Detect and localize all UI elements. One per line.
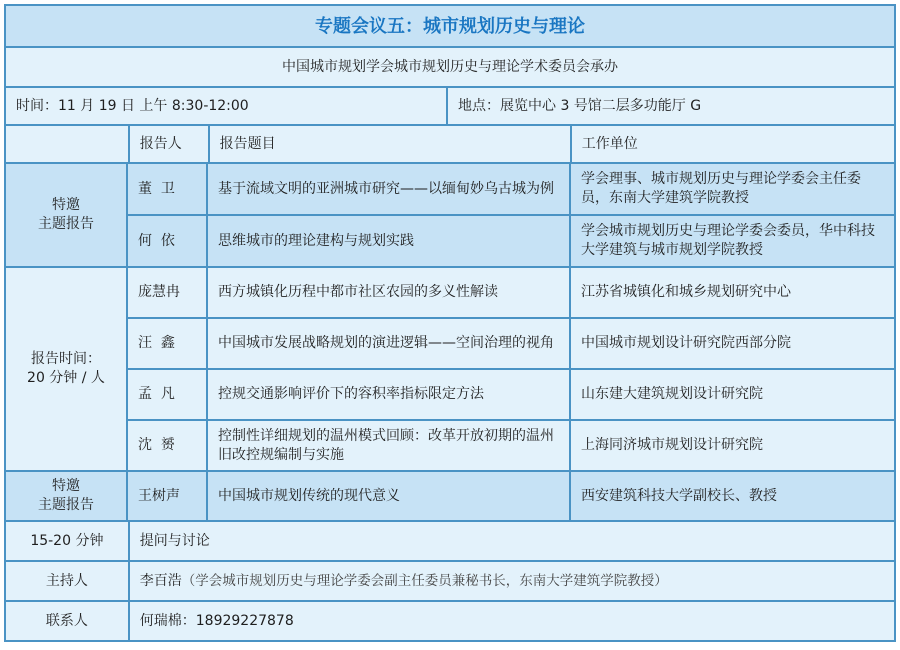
speaker-name: 孟 凡 <box>128 370 208 421</box>
report-topic: 基于流域文明的亚洲城市研究——以缅甸妙乌古城为例 <box>208 164 571 216</box>
header-topic: 报告题目 <box>210 126 572 164</box>
speaker-affiliation: 西安建筑科技大学副校长、教授 <box>571 472 896 522</box>
table-row <box>128 164 896 216</box>
table-row <box>128 421 896 472</box>
report-topic: 思维城市的理论建构与规划实践 <box>208 216 571 268</box>
table-row <box>128 216 896 268</box>
discussion-text: 提问与讨论 <box>130 522 896 562</box>
report-topic: 中国城市规划传统的现代意义 <box>208 472 571 522</box>
contact-label: 联系人 <box>6 602 130 642</box>
organizer-line: 中国城市规划学会城市规划历史与理论学术委员会承办 <box>6 48 896 88</box>
contact-value: 何瑞棉：18929227878 <box>130 602 896 642</box>
agenda-table <box>4 4 896 642</box>
time-cell: 时间：11 月 19 日 上午 8:30-12:00 <box>6 88 448 126</box>
section-reports <box>6 268 896 472</box>
table-row <box>128 268 896 319</box>
table-row <box>128 370 896 421</box>
location-cell: 地点：展览中心 3 号馆二层多功能厅 G <box>448 88 896 126</box>
section-label: 特邀 主题报告 <box>6 164 128 268</box>
discussion-duration: 15-20 分钟 <box>6 522 130 562</box>
table-row <box>128 319 896 370</box>
report-topic: 控制性详细规划的温州模式回顾：改革开放初期的温州旧改控规编制与实施 <box>208 421 571 472</box>
section-label: 报告时间： 20 分钟 / 人 <box>6 268 128 472</box>
host-note: （学会城市规划历史与理论学委会副主任委员兼秘书长，东南大学建筑学院教授） <box>181 572 668 589</box>
speaker-name: 何 依 <box>128 216 208 268</box>
speaker-name: 汪 鑫 <box>128 319 208 370</box>
host-name: 李百浩 <box>139 572 182 589</box>
speaker-affiliation: 中国城市规划设计研究院西部分院 <box>571 319 896 370</box>
table-row <box>128 472 896 522</box>
speaker-affiliation: 江苏省城镇化和城乡规划研究中心 <box>571 268 896 319</box>
session-title: 专题会议五：城市规划历史与理论 <box>6 6 896 48</box>
header-affiliation: 工作单位 <box>572 126 896 164</box>
host-row <box>6 562 896 602</box>
speaker-affiliation: 上海同济城市规划设计研究院 <box>571 421 896 472</box>
header-blank <box>6 126 130 164</box>
speaker-name: 庞慧冉 <box>128 268 208 319</box>
host-cell <box>130 562 896 602</box>
contact-row <box>6 602 896 642</box>
section-keynote-2 <box>6 472 896 522</box>
section-label: 特邀 主题报告 <box>6 472 128 522</box>
report-topic: 中国城市发展战略规划的演进逻辑——空间治理的视角 <box>208 319 571 370</box>
header-speaker: 报告人 <box>130 126 210 164</box>
section-keynote-1 <box>6 164 896 268</box>
host-label: 主持人 <box>6 562 130 602</box>
speaker-affiliation: 山东建大建筑规划设计研究院 <box>571 370 896 421</box>
speaker-name: 王树声 <box>128 472 208 522</box>
report-topic: 西方城镇化历程中都市社区农园的多义性解读 <box>208 268 571 319</box>
speaker-affiliation: 学会城市规划历史与理论学委会委员，华中科技大学建筑与城市规划学院教授 <box>571 216 896 268</box>
speaker-name: 董 卫 <box>128 164 208 216</box>
speaker-affiliation: 学会理事、城市规划历史与理论学委会主任委员，东南大学建筑学院教授 <box>571 164 896 216</box>
speaker-name: 沈 赟 <box>128 421 208 472</box>
discussion-row <box>6 522 896 562</box>
report-topic: 控规交通影响评价下的容积率指标限定方法 <box>208 370 571 421</box>
